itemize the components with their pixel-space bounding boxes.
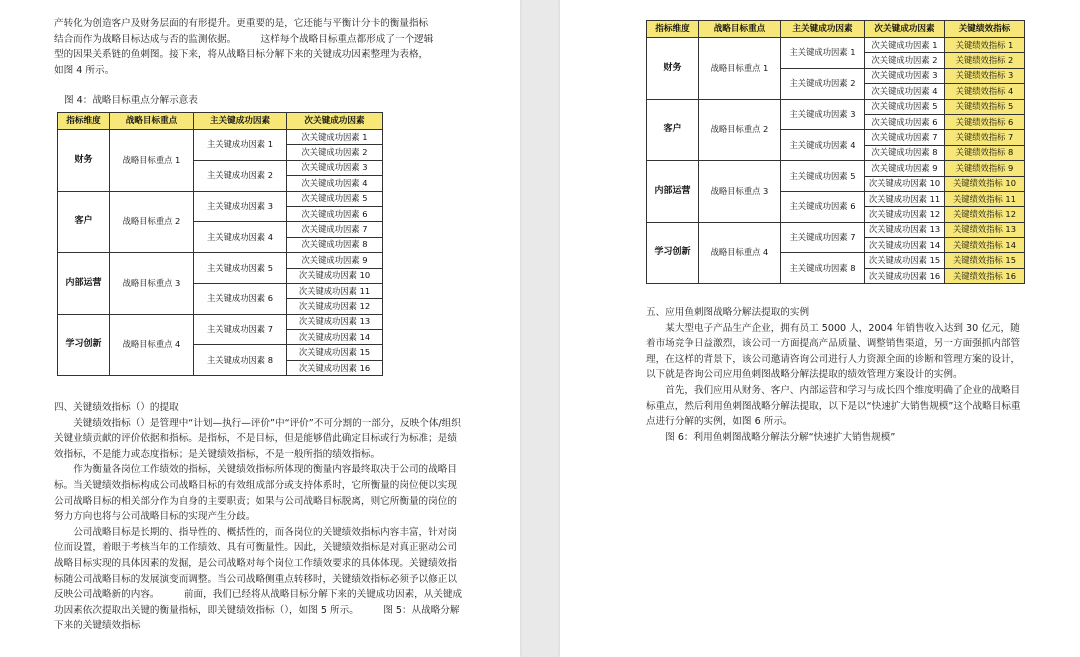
header-row (58, 113, 383, 130)
sub-factor-cell: 次关键成功因素 15 (865, 253, 945, 268)
kpi-cell: 关键绩效指标 10 (945, 176, 1025, 191)
section-5-paragraph: 首先，我们应用从财务、客户、内部运营和学习与成长四个维度明确了企业的战略目标重点，然后利用鱼刺图战略分解法提取，以下是以“快速扩大销售规模”这个战略目标重点进行分解的实例，如图 6 所示。 (646, 384, 1021, 428)
section-4-heading: 四、关键绩效指标（）的提取 (54, 402, 179, 413)
intro-line: 型的因果关系链的鱼刺图。接下来，将从战略目标分解下来的关键成功因素整理为表格， (54, 49, 429, 61)
main-factor-cell: 主关键成功因素 5 (194, 253, 287, 284)
main-factor-cell: 主关键成功因素 8 (781, 253, 865, 284)
focus-cell: 战略目标重点 2 (110, 191, 194, 253)
column-header: 主关键成功因素 (781, 21, 865, 38)
section-4-paragraph: 关键绩效指标（）是管理中“计划—执行—评价”中“评价”不可分割的一部分，反映个体/组织关键业绩贡献的评价依据和指标。是指标，不是目标，但是能够借此确定目标或行为标准；是绩效指标，不是能力或态度指标；是关键绩效指标，不是一般所指的绩效指标。 (54, 417, 461, 460)
table-body (58, 130, 383, 376)
kpi-cell: 关键绩效指标 2 (945, 53, 1025, 68)
main-factor-cell: 主关键成功因素 6 (194, 283, 287, 314)
main-factor-cell: 主关键成功因素 3 (781, 99, 865, 130)
main-factor-cell: 主关键成功因素 4 (194, 222, 287, 253)
main-factor-cell: 主关键成功因素 3 (194, 191, 287, 222)
kpi-cell: 关键绩效指标 16 (945, 268, 1025, 283)
kpi-cell: 关键绩效指标 4 (945, 84, 1025, 99)
section-5-paragraph: 某大型电子产品生产企业，拥有员工 5000 人，2004 年销售收入达到 30 亿元，随着市场竞争日益激烈，该公司一方面提高产品质量、调整销售渠道，另一方面强抓内部管理，在这样的背景下，该公司邀请咨询公司进行人力资源全面的诊断和管理方案的设计，以下就是咨询公司应用鱼刺图战略分解法提取的绩效管理方案设计的实例。 (646, 322, 1021, 381)
main-factor-cell: 主关键成功因素 7 (194, 314, 287, 345)
table-row (647, 222, 1025, 237)
table-body (647, 38, 1025, 284)
sub-factor-cell: 次关键成功因素 9 (865, 161, 945, 176)
figure-4-caption: 图 4：战略目标重点分解示意表 (64, 95, 198, 106)
column-header: 次关键成功因素 (865, 21, 945, 38)
sub-factor-cell: 次关键成功因素 2 (865, 53, 945, 68)
main-factor-cell: 主关键成功因素 2 (781, 68, 865, 99)
column-header: 指标维度 (647, 21, 699, 38)
sub-factor-cell: 次关键成功因素 5 (865, 99, 945, 114)
kpi-cell: 关键绩效指标 14 (945, 238, 1025, 253)
kpi-cell: 关键绩效指标 6 (945, 114, 1025, 129)
table-row (647, 38, 1025, 53)
kpi-cell: 关键绩效指标 5 (945, 99, 1025, 114)
table-row (647, 99, 1025, 114)
sub-factor-cell: 次关键成功因素 12 (865, 207, 945, 222)
column-header: 战略目标重点 (110, 113, 194, 130)
sub-factor-cell: 次关键成功因素 13 (287, 314, 383, 329)
sub-factor-cell: 次关键成功因素 1 (287, 130, 383, 145)
main-factor-cell: 主关键成功因素 1 (194, 130, 287, 161)
kpi-cell: 关键绩效指标 13 (945, 222, 1025, 237)
sub-factor-cell: 次关键成功因素 14 (287, 330, 383, 345)
sub-factor-cell: 次关键成功因素 10 (865, 176, 945, 191)
kpi-cell: 关键绩效指标 12 (945, 207, 1025, 222)
dimension-cell: 客户 (647, 99, 699, 161)
figure-5-table (646, 20, 1025, 284)
focus-cell: 战略目标重点 4 (110, 314, 194, 376)
table-header (58, 113, 383, 130)
focus-cell: 战略目标重点 3 (110, 253, 194, 315)
figure-4-table (57, 112, 383, 376)
sub-factor-cell: 次关键成功因素 15 (287, 345, 383, 360)
column-header: 指标维度 (58, 113, 110, 130)
focus-cell: 战略目标重点 3 (699, 161, 781, 223)
focus-cell: 战略目标重点 4 (699, 222, 781, 284)
sub-factor-cell: 次关键成功因素 3 (865, 68, 945, 83)
table-row (58, 253, 383, 268)
kpi-cell: 关键绩效指标 15 (945, 253, 1025, 268)
sub-factor-cell: 次关键成功因素 1 (865, 38, 945, 53)
focus-cell: 战略目标重点 2 (699, 99, 781, 161)
section-5-heading: 五、应用鱼刺图战略分解法提取的实例 (646, 307, 810, 318)
table-header (647, 21, 1025, 38)
focus-cell: 战略目标重点 1 (699, 38, 781, 100)
table-row (647, 161, 1025, 176)
column-header: 次关键成功因素 (287, 113, 383, 130)
sub-factor-cell: 次关键成功因素 9 (287, 253, 383, 268)
sub-factor-cell: 次关键成功因素 4 (865, 84, 945, 99)
main-factor-cell: 主关键成功因素 1 (781, 38, 865, 69)
dimension-cell: 内部运营 (647, 161, 699, 223)
dimension-cell: 学习创新 (647, 222, 699, 284)
sub-factor-cell: 次关键成功因素 4 (287, 176, 383, 191)
dimension-cell: 财务 (647, 38, 699, 100)
main-factor-cell: 主关键成功因素 8 (194, 345, 287, 376)
dimension-cell: 客户 (58, 191, 110, 253)
section-4 (54, 400, 466, 634)
main-factor-cell: 主关键成功因素 7 (781, 222, 865, 253)
column-header: 战略目标重点 (699, 21, 781, 38)
intro-line: 结合而作为战略目标达成与否的监测依据。 这样每个战略目标重点都形成了一个逻辑 (54, 33, 434, 45)
kpi-cell: 关键绩效指标 3 (945, 68, 1025, 83)
kpi-cell: 关键绩效指标 7 (945, 130, 1025, 145)
main-factor-cell: 主关键成功因素 6 (781, 191, 865, 222)
focus-cell: 战略目标重点 1 (110, 130, 194, 192)
kpi-cell: 关键绩效指标 8 (945, 145, 1025, 160)
sub-factor-cell: 次关键成功因素 11 (287, 283, 383, 298)
sub-factor-cell: 次关键成功因素 8 (865, 145, 945, 160)
intro-paragraph (54, 16, 466, 78)
dimension-cell: 学习创新 (58, 314, 110, 376)
section-4-paragraph: 公司战略目标是长期的、指导性的、概括性的，而各岗位的关键绩效指标内容丰富，针对岗位而设置，着眼于考核当年的工作绩效、具有可衡量性。因此，关键绩效指标是对真正驱动公司战略目标实现的具体因素的发掘，是公司战略对每个岗位工作绩效要求的具体体现。关键绩效指标随公司战略目标的发展演变而调整。当公司战略侧重点转移时，关键绩效指标必须予以修正以反映公司战略新的内容。 前面，我们已经将从战略目标分解下来的关键成功因素，从关键成功因素依次提取出关键的衡量指标，即关键绩效指标（），如图 5 所示。 图 5：从战略分解下来的关键绩效指标 (54, 526, 463, 632)
sub-factor-cell: 次关键成功因素 6 (287, 206, 383, 221)
table-row (58, 191, 383, 206)
header-row (647, 21, 1025, 38)
section-5 (646, 305, 1026, 445)
kpi-cell: 关键绩效指标 9 (945, 161, 1025, 176)
sub-factor-cell: 次关键成功因素 14 (865, 238, 945, 253)
sub-factor-cell: 次关键成功因素 13 (865, 222, 945, 237)
main-factor-cell: 主关键成功因素 4 (781, 130, 865, 161)
sub-factor-cell: 次关键成功因素 8 (287, 237, 383, 252)
sub-factor-cell: 次关键成功因素 12 (287, 299, 383, 314)
table-row (58, 130, 383, 145)
sub-factor-cell: 次关键成功因素 2 (287, 145, 383, 160)
sub-factor-cell: 次关键成功因素 16 (287, 360, 383, 375)
dimension-cell: 财务 (58, 130, 110, 192)
sub-factor-cell: 次关键成功因素 3 (287, 160, 383, 175)
intro-line: 如图 4 所示。 (54, 64, 115, 76)
figure-6-caption: 图 6：利用鱼刺图战略分解法分解“快速扩大销售规模” (665, 431, 896, 443)
column-header: 主关键成功因素 (194, 113, 287, 130)
sub-factor-cell: 次关键成功因素 5 (287, 191, 383, 206)
section-4-paragraph: 作为衡量各岗位工作绩效的指标，关键绩效指标所体现的衡量内容最终取决于公司的战略目标。当关键绩效指标构成公司战略目标的有效组成部分或支持体系时，它所衡量的岗位便以实现公司战略目标的相关部分作为自身的主要职责；如果与公司战略目标脱离，则它所衡量的岗位的努力方向也将与公司战略目标的实现产生分歧。 (54, 464, 457, 523)
sub-factor-cell: 次关键成功因素 7 (865, 130, 945, 145)
document-page-right (560, 0, 1080, 657)
main-factor-cell: 主关键成功因素 5 (781, 161, 865, 192)
table-row (58, 314, 383, 329)
sub-factor-cell: 次关键成功因素 11 (865, 191, 945, 206)
sub-factor-cell: 次关键成功因素 16 (865, 268, 945, 283)
dimension-cell: 内部运营 (58, 253, 110, 315)
sub-factor-cell: 次关键成功因素 7 (287, 222, 383, 237)
sub-factor-cell: 次关键成功因素 10 (287, 268, 383, 283)
kpi-cell: 关键绩效指标 1 (945, 38, 1025, 53)
kpi-cell: 关键绩效指标 11 (945, 191, 1025, 206)
main-factor-cell: 主关键成功因素 2 (194, 160, 287, 191)
document-page-left (0, 0, 520, 657)
intro-line: 产转化为创造客户及财务层面的有形提升。更重要的是，它还能与平衡计分卡的衡量指标 (54, 18, 429, 29)
sub-factor-cell: 次关键成功因素 6 (865, 114, 945, 129)
column-header: 关键绩效指标 (945, 21, 1025, 38)
